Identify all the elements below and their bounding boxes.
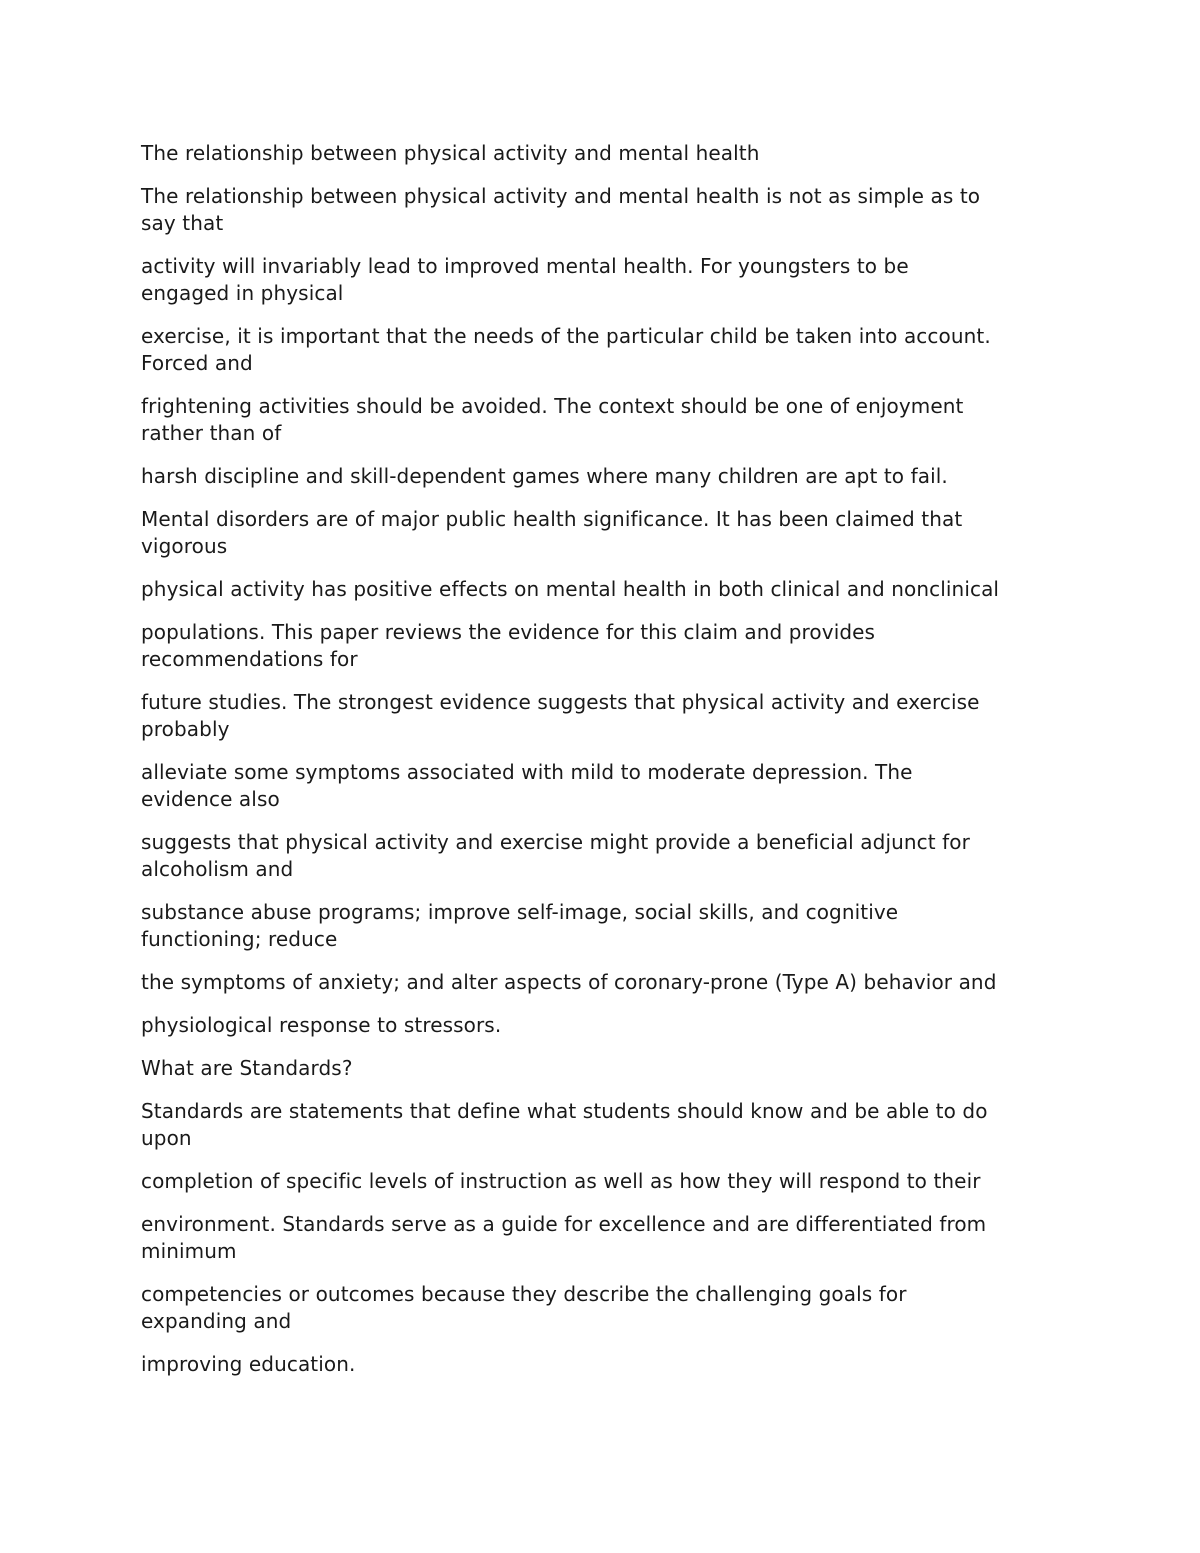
text-line: rather than of — [141, 421, 282, 445]
text-line: recommendations for — [141, 647, 358, 671]
section-heading — [141, 1055, 1071, 1082]
text-line: completion of specific levels of instruction as well as how they will respond to their — [141, 1169, 981, 1193]
paragraph — [141, 1351, 1071, 1378]
text-line: functioning; reduce — [141, 927, 338, 951]
paragraph — [141, 253, 1071, 307]
text-line: physiological response to stressors. — [141, 1013, 502, 1037]
text-line: populations. This paper reviews the evidence for this claim and provides — [141, 620, 876, 644]
text-line: Standards are statements that define what students should know and be able to do — [141, 1099, 988, 1123]
text-line: environment. Standards serve as a guide for excellence and are differentiated from — [141, 1212, 987, 1236]
text-line: The relationship between physical activity and mental health — [141, 141, 760, 165]
paragraph — [141, 899, 1071, 953]
text-line: Forced and — [141, 351, 253, 375]
text-line: competencies or outcomes because they describe the challenging goals for — [141, 1282, 907, 1306]
paragraph — [141, 829, 1071, 883]
text-line: Mental disorders are of major public health significance. It has been claimed that — [141, 507, 963, 531]
text-line: minimum — [141, 1239, 237, 1263]
text-line: improving education. — [141, 1352, 356, 1376]
paragraph — [141, 323, 1071, 377]
paragraph — [141, 506, 1071, 560]
paragraph — [141, 1012, 1071, 1039]
text-line: harsh discipline and skill-dependent games where many children are apt to fail. — [141, 464, 948, 488]
paragraph — [141, 1168, 1071, 1195]
paragraph — [141, 183, 1071, 237]
text-line: expanding and — [141, 1309, 292, 1333]
text-line: physical activity has positive effects on mental health in both clinical and nonclinical — [141, 577, 1000, 601]
paragraph — [141, 1098, 1071, 1152]
text-line: substance abuse programs; improve self-image, social skills, and cognitive — [141, 900, 899, 924]
paragraph — [141, 759, 1071, 813]
text-line: say that — [141, 211, 224, 235]
paragraph — [141, 689, 1071, 743]
text-line: engaged in physical — [141, 281, 344, 305]
paragraph — [141, 576, 1071, 603]
paragraph — [141, 463, 1071, 490]
paragraph — [141, 1281, 1071, 1335]
document-body — [141, 140, 1071, 1394]
text-line: The relationship between physical activity and mental health is not as simple as to — [141, 184, 981, 208]
text-line: vigorous — [141, 534, 228, 558]
text-line: frightening activities should be avoided. The context should be one of enjoyment — [141, 394, 964, 418]
text-line: alleviate some symptoms associated with mild to moderate depression. The — [141, 760, 913, 784]
text-line: alcoholism and — [141, 857, 294, 881]
text-line: probably — [141, 717, 230, 741]
text-line: exercise, it is important that the needs of the particular child be taken into account. — [141, 324, 991, 348]
text-line: evidence also — [141, 787, 280, 811]
text-line: What are Standards? — [141, 1056, 353, 1080]
text-line: suggests that physical activity and exercise might provide a beneficial adjunct for — [141, 830, 970, 854]
text-line: the symptoms of anxiety; and alter aspects of coronary-prone (Type A) behavior and — [141, 970, 997, 994]
paragraph — [141, 969, 1071, 996]
document-title — [141, 140, 1071, 167]
text-line: upon — [141, 1126, 192, 1150]
text-line: activity will invariably lead to improved mental health. For youngsters to be — [141, 254, 909, 278]
text-line: future studies. The strongest evidence suggests that physical activity and exercise — [141, 690, 980, 714]
paragraph — [141, 393, 1071, 447]
paragraph — [141, 1211, 1071, 1265]
paragraph — [141, 619, 1071, 673]
